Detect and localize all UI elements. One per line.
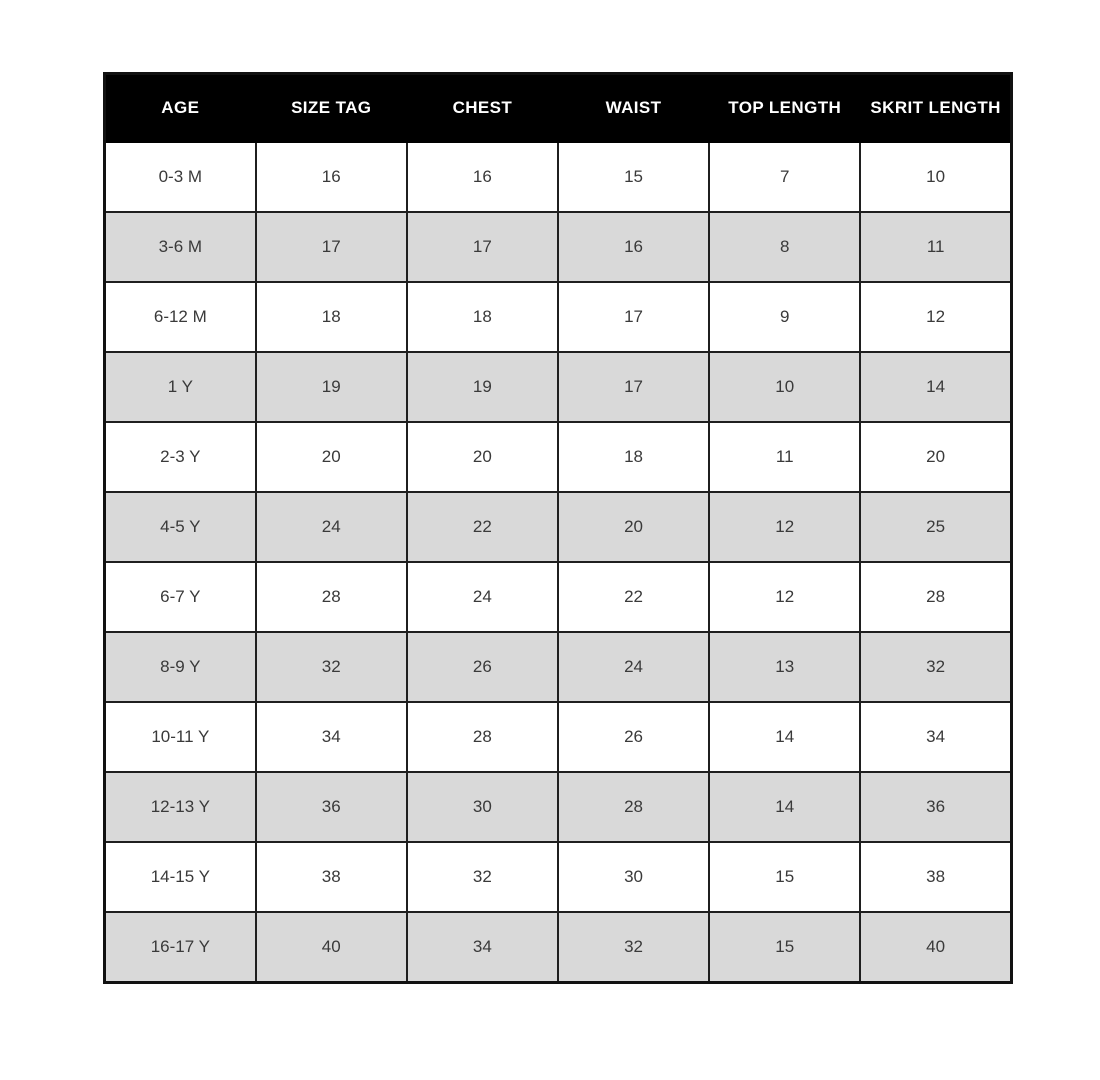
age-cell: 2-3 Y <box>105 422 256 492</box>
value-cell: 40 <box>256 912 407 983</box>
value-cell: 15 <box>709 912 860 983</box>
value-cell: 28 <box>860 562 1011 632</box>
column-header-skrit-length: SKRIT LENGTH <box>860 74 1011 143</box>
value-cell: 15 <box>558 142 709 212</box>
header-row <box>105 74 1012 143</box>
value-cell: 38 <box>860 842 1011 912</box>
size-chart-body <box>105 142 1012 983</box>
table-row-8-9-y <box>105 632 1012 702</box>
value-cell: 30 <box>558 842 709 912</box>
value-cell: 20 <box>256 422 407 492</box>
value-cell: 32 <box>558 912 709 983</box>
value-cell: 15 <box>709 842 860 912</box>
age-cell: 4-5 Y <box>105 492 256 562</box>
value-cell: 20 <box>860 422 1011 492</box>
age-cell: 16-17 Y <box>105 912 256 983</box>
age-cell: 12-13 Y <box>105 772 256 842</box>
value-cell: 16 <box>558 212 709 282</box>
value-cell: 12 <box>709 562 860 632</box>
size-chart-table <box>103 72 1013 984</box>
table-row-4-5-y <box>105 492 1012 562</box>
column-header-age: AGE <box>105 74 256 143</box>
value-cell: 22 <box>407 492 558 562</box>
value-cell: 20 <box>407 422 558 492</box>
value-cell: 11 <box>860 212 1011 282</box>
column-header-top-length: TOP LENGTH <box>709 74 860 143</box>
value-cell: 24 <box>256 492 407 562</box>
value-cell: 18 <box>558 422 709 492</box>
value-cell: 12 <box>709 492 860 562</box>
table-row-14-15-y <box>105 842 1012 912</box>
value-cell: 26 <box>407 632 558 702</box>
table-row-0-3-m <box>105 142 1012 212</box>
value-cell: 10 <box>860 142 1011 212</box>
value-cell: 18 <box>256 282 407 352</box>
age-cell: 6-7 Y <box>105 562 256 632</box>
value-cell: 34 <box>860 702 1011 772</box>
value-cell: 28 <box>256 562 407 632</box>
age-cell: 0-3 M <box>105 142 256 212</box>
age-cell: 8-9 Y <box>105 632 256 702</box>
size-chart-header <box>105 74 1012 143</box>
value-cell: 38 <box>256 842 407 912</box>
value-cell: 24 <box>407 562 558 632</box>
value-cell: 17 <box>407 212 558 282</box>
value-cell: 17 <box>558 352 709 422</box>
value-cell: 40 <box>860 912 1011 983</box>
value-cell: 17 <box>558 282 709 352</box>
value-cell: 7 <box>709 142 860 212</box>
value-cell: 28 <box>407 702 558 772</box>
age-cell: 3-6 M <box>105 212 256 282</box>
value-cell: 19 <box>256 352 407 422</box>
column-header-chest: CHEST <box>407 74 558 143</box>
value-cell: 13 <box>709 632 860 702</box>
value-cell: 16 <box>256 142 407 212</box>
value-cell: 19 <box>407 352 558 422</box>
value-cell: 32 <box>256 632 407 702</box>
value-cell: 8 <box>709 212 860 282</box>
value-cell: 22 <box>558 562 709 632</box>
value-cell: 17 <box>256 212 407 282</box>
value-cell: 32 <box>860 632 1011 702</box>
age-cell: 14-15 Y <box>105 842 256 912</box>
value-cell: 18 <box>407 282 558 352</box>
value-cell: 14 <box>709 772 860 842</box>
value-cell: 28 <box>558 772 709 842</box>
value-cell: 14 <box>709 702 860 772</box>
value-cell: 11 <box>709 422 860 492</box>
table-row-1-y <box>105 352 1012 422</box>
value-cell: 9 <box>709 282 860 352</box>
value-cell: 36 <box>256 772 407 842</box>
age-cell: 10-11 Y <box>105 702 256 772</box>
value-cell: 10 <box>709 352 860 422</box>
value-cell: 12 <box>860 282 1011 352</box>
value-cell: 14 <box>860 352 1011 422</box>
value-cell: 34 <box>256 702 407 772</box>
value-cell: 30 <box>407 772 558 842</box>
table-row-6-7-y <box>105 562 1012 632</box>
value-cell: 34 <box>407 912 558 983</box>
table-row-10-11-y <box>105 702 1012 772</box>
column-header-waist: WAIST <box>558 74 709 143</box>
value-cell: 24 <box>558 632 709 702</box>
value-cell: 25 <box>860 492 1011 562</box>
table-row-2-3-y <box>105 422 1012 492</box>
table-row-3-6-m <box>105 212 1012 282</box>
age-cell: 1 Y <box>105 352 256 422</box>
column-header-size-tag: SIZE TAG <box>256 74 407 143</box>
value-cell: 32 <box>407 842 558 912</box>
value-cell: 20 <box>558 492 709 562</box>
table-row-12-13-y <box>105 772 1012 842</box>
table-row-16-17-y <box>105 912 1012 983</box>
age-cell: 6-12 M <box>105 282 256 352</box>
value-cell: 16 <box>407 142 558 212</box>
value-cell: 36 <box>860 772 1011 842</box>
table-row-6-12-m <box>105 282 1012 352</box>
value-cell: 26 <box>558 702 709 772</box>
